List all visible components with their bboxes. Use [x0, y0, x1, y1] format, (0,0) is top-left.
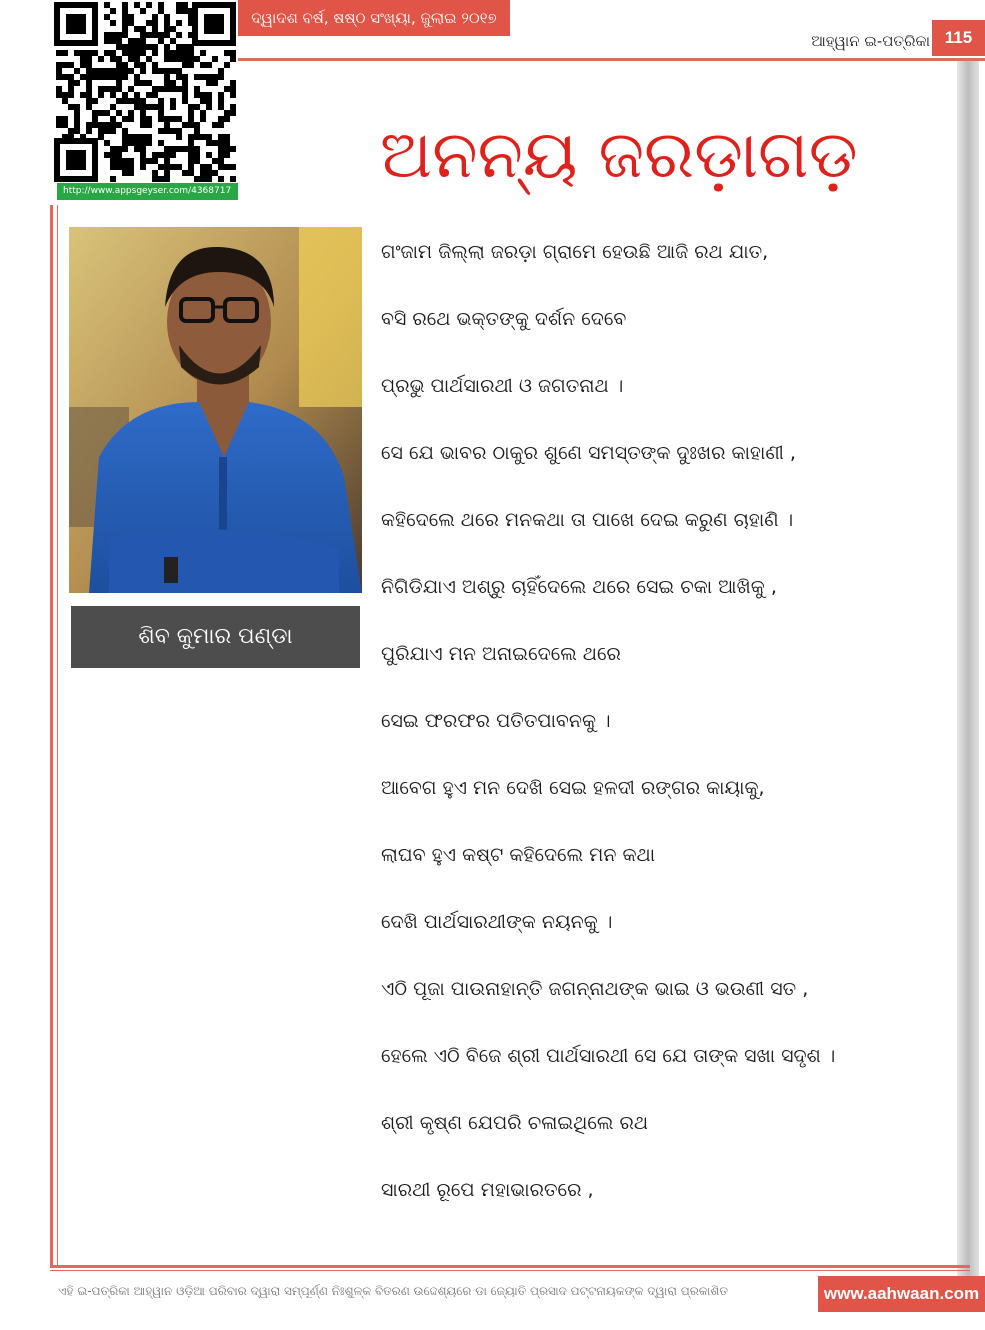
poem-line: ପୁରିଯାଏ ମନ ଅନାଇଦେଲେ ଥରେ — [381, 643, 621, 665]
poem-line: ଶ୍ରୀ କୃଷ୍ଣ ଯେପରି ଚଳାଇଥିଲେ ରଥ — [381, 1112, 649, 1134]
qr-url-label[interactable]: http://www.appsgeyser.com/4368717 — [57, 183, 238, 200]
poem-line: ସେଇ ଫରଫର ପତିତପାବନକୁ । — [381, 710, 611, 732]
issue-banner: ଦ୍ୱାଦଶ ବର୍ଷ, ଷଷ୍ଠ ସଂଖ୍ୟା, ଜୁଲାଇ ୨୦୧୭ — [238, 0, 510, 36]
poem-line: ପ୍ରଭୁ ପାର୍ଥସାରଥୀ ଓ ଜଗତନାଥ । — [381, 375, 624, 397]
left-rule-inner — [57, 205, 58, 1267]
left-rule — [50, 205, 53, 1267]
footer-note: ଏହି ଇ-ପତ୍ରିକା ଆହ୍ୱାନ ଓଡ଼ିଆ ପରିବାର ଦ୍ୱାରା ସମ୍ପୂର୍ଣ୍ଣ ନିଃଶୁଳ୍କ ବିତରଣ ଉଦ୍ଦେଶ୍ୟରେ ଡା ଜ୍ୟୋତି ପ୍ରସାଦ ପଟ୍ଟନାୟକଙ୍କ ଦ୍ୱାରା ପ୍ରକାଶିତ — [58, 1284, 728, 1298]
top-rule — [238, 58, 985, 61]
poem-line: ବସି ରଥେ ଭକ୍ତଙ୍କୁ ଦର୍ଶନ ଦେବେ — [381, 308, 627, 330]
poem-line: ସାରଥୀ ରୂପେ ମହାଭାରତରେ , — [381, 1179, 594, 1201]
footer-website-link[interactable]: www.aahwaan.com — [818, 1276, 985, 1312]
bottom-rule-inner — [50, 1270, 970, 1271]
article-title: ଅନନ୍ୟ ଜରଡ଼ାଗଡ଼ — [380, 116, 858, 193]
poem-line: ହେଲେ ଏଠି ବିଜେ ଶ୍ରୀ ପାର୍ଥସାରଥୀ ସେ ଯେ ତାଙ୍କ ସଖା ସଦୃଶ । — [381, 1045, 836, 1067]
poem-line: ଏଠି ପୂଜା ପାଉନାହାନ୍ତି ଜଗନ୍ନାଥଙ୍କ ଭାଇ ଓ ଭଉଣୀ ସତ , — [381, 978, 809, 1000]
qr-code[interactable] — [52, 0, 238, 184]
poem-body — [381, 232, 961, 1237]
author-photo — [69, 227, 362, 593]
poem-line: ସେ ଯେ ଭାବର ଠାକୁର ଶୁଣେ ସମସ୍ତଙ୍କ ଦୁଃଖର କାହାଣୀ , — [381, 442, 796, 464]
author-name: ଶିବ କୁମାର ପଣ୍ଡା — [71, 606, 360, 668]
bottom-rule — [50, 1265, 970, 1268]
poem-line: ଗଂଜାମ ଜିଲ୍ଲା ଜରଡ଼ା ଗ୍ରାମେ ହେଉଛି ଆଜି ରଥ ଯାତ, — [381, 241, 769, 263]
qr-code-icon — [52, 0, 238, 184]
page-number: 115 — [932, 20, 985, 56]
magazine-name: ଆହ୍ୱାନ ଇ-ପତ୍ରିକା — [811, 32, 930, 50]
poem-line: ଲାଘବ ହୁଏ କଷ୍ଟ କହିଦେଲେ ମନ କଥା — [381, 844, 656, 866]
poem-line: ଆବେଗ ହୁଏ ମନ ଦେଖି ସେଇ ହଳଦୀ ରଙ୍ଗର କାୟାକୁ, — [381, 777, 765, 799]
poem-line: ଦେଖି ପାର୍ଥସାରଥୀଙ୍କ ନୟନକୁ । — [381, 911, 613, 933]
poem-line: କହିଦେଲେ ଥରେ ମନକଥା ତା ପାଖେ ଦେଇ କରୁଣ ଚାହାଣି । — [381, 509, 794, 531]
poem-line: ନିଗିଡିଯାଏ ଅଶ୍ରୁ ଚାହିଁଦେଲେ ଥରେ ସେଇ ଚକା ଆଖିକୁ , — [381, 576, 777, 598]
